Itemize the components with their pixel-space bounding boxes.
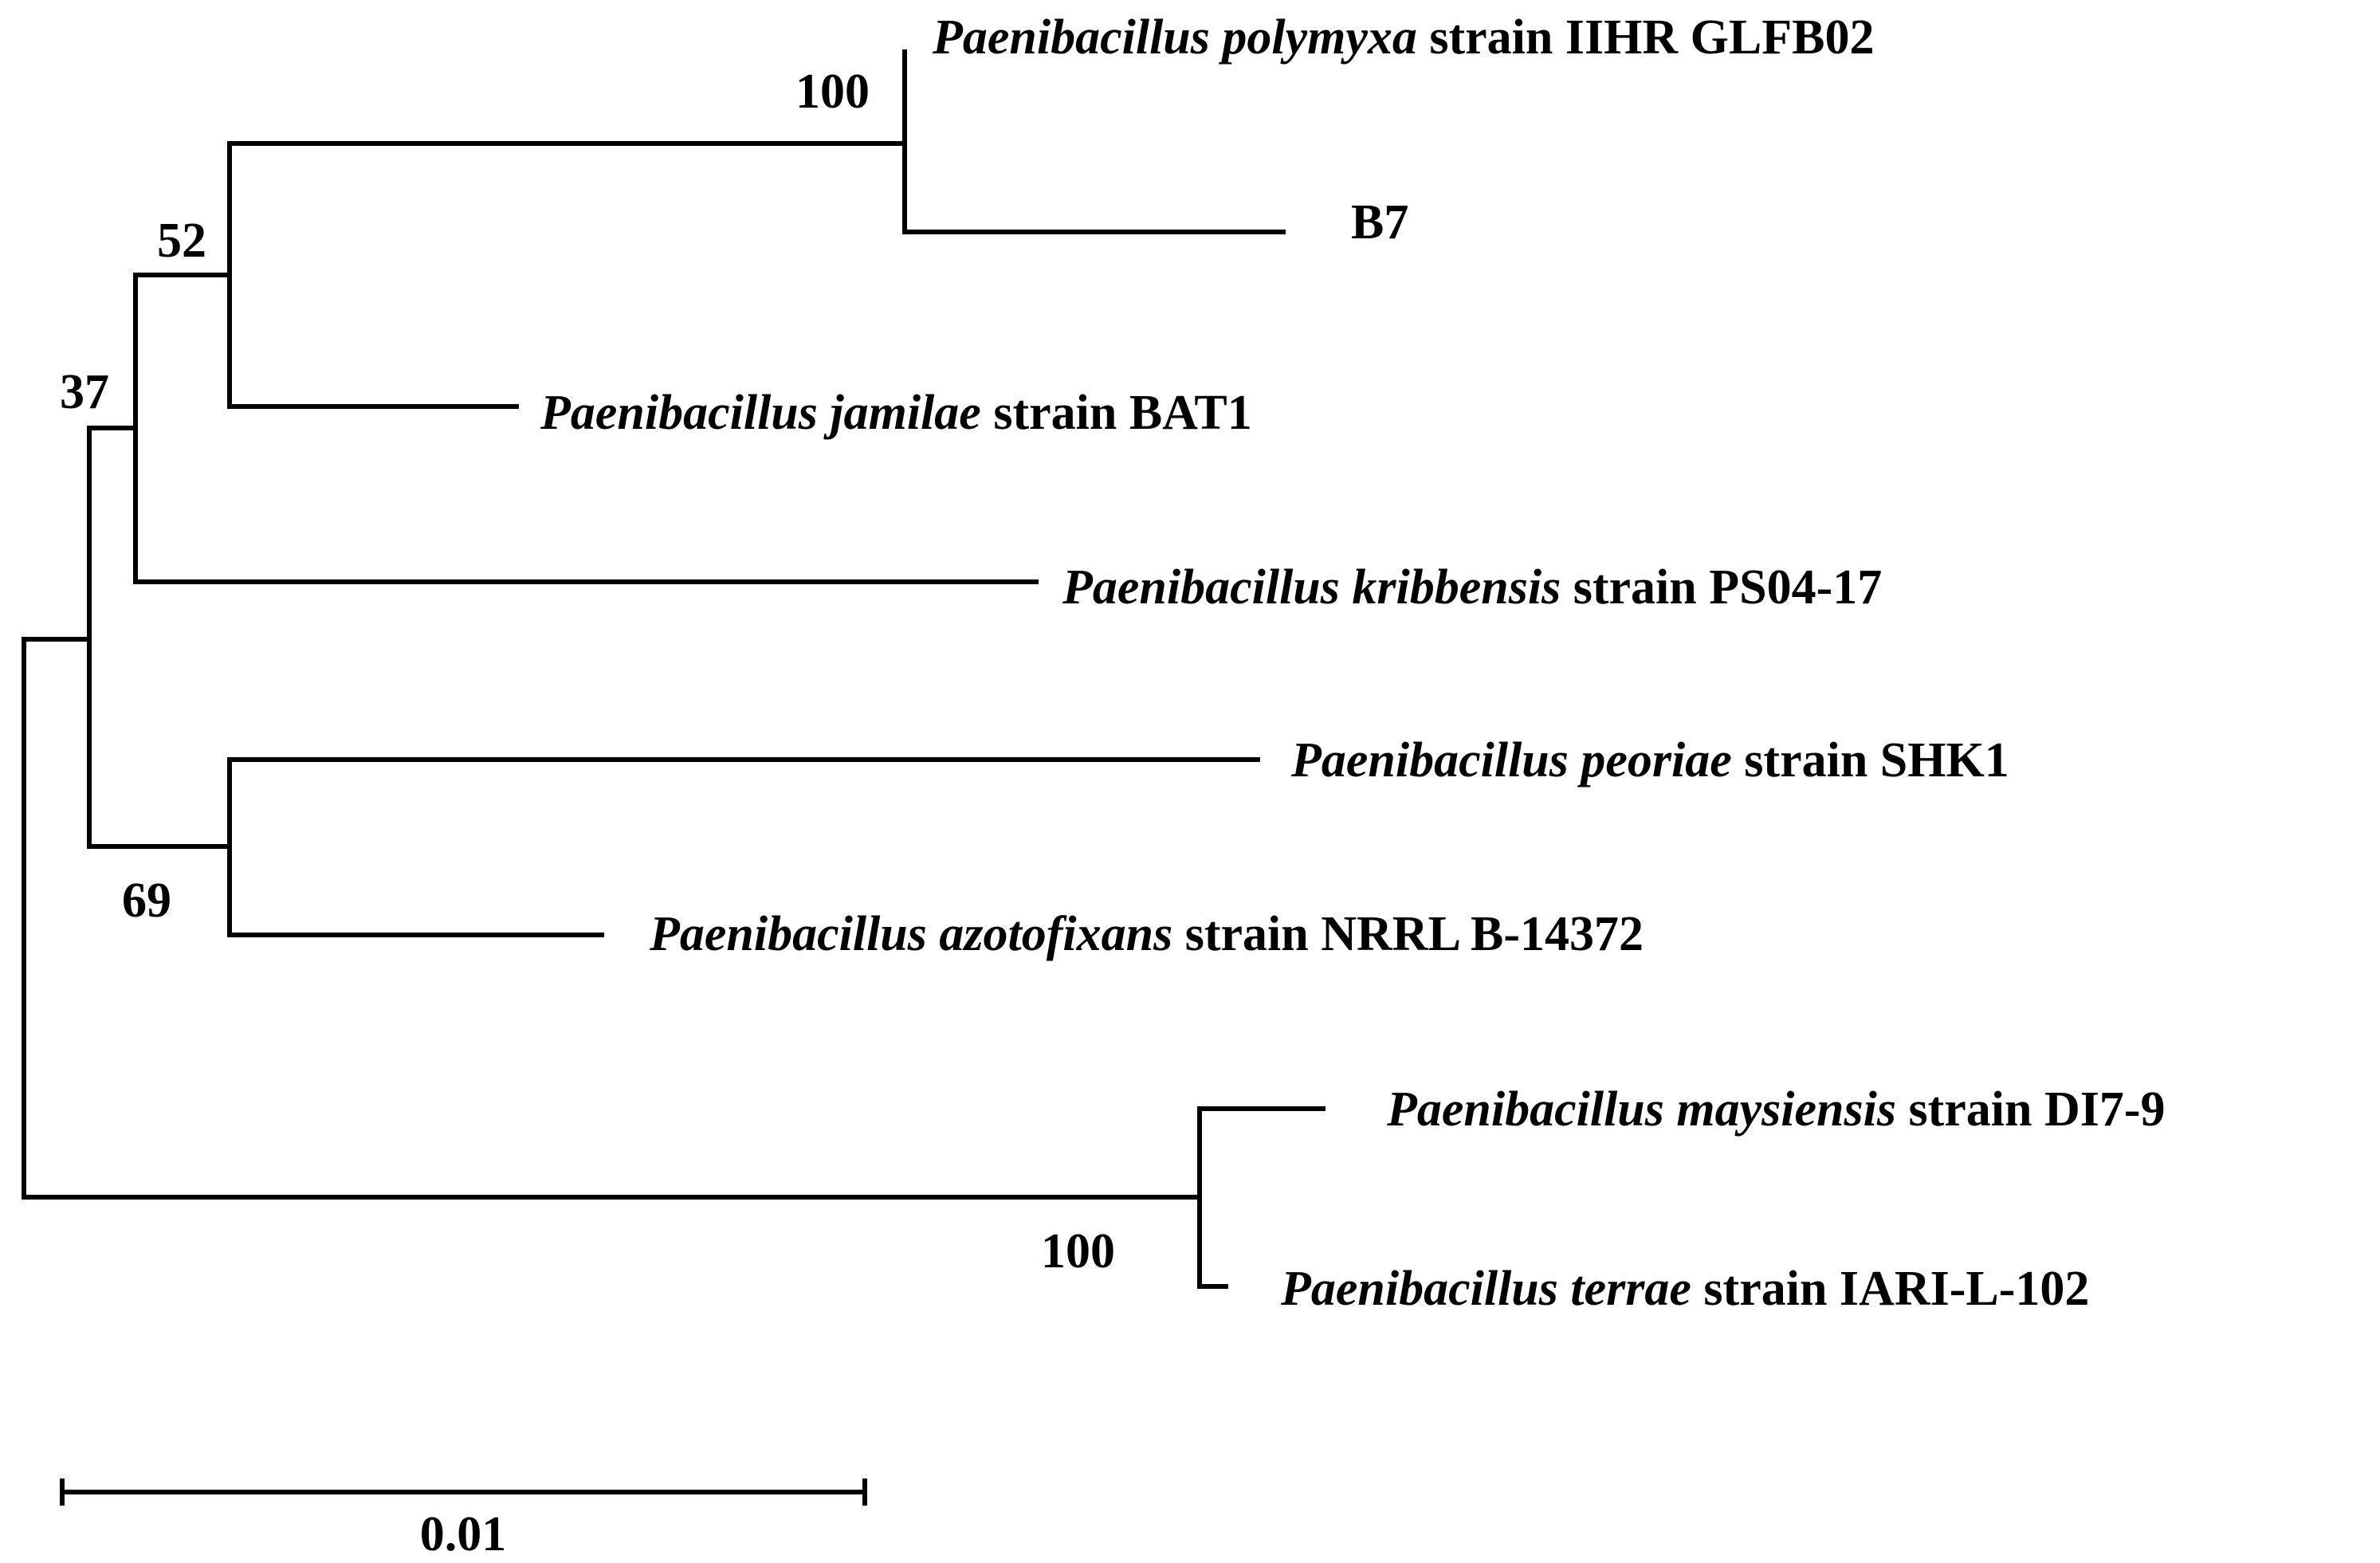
- bootstrap-label: 52: [157, 214, 206, 268]
- taxon-label: Paenibacillus peoriae strain SHK1: [1291, 733, 2009, 787]
- taxon-label: B7: [1351, 195, 1409, 249]
- node-100-bottom-branch: [1200, 1109, 1323, 1286]
- bootstrap-label: 100: [795, 65, 870, 119]
- node-jamilae-branch: [230, 143, 905, 406]
- taxon-label: Paenibacillus azotofixans strain NRRL B-14372: [650, 907, 1644, 961]
- taxon-label: Paenibacillus polymyxa strain IIHR GLFB02: [933, 10, 1875, 65]
- bootstrap-label: 37: [60, 365, 109, 419]
- scale-bar: [62, 1481, 865, 1503]
- bootstrap-label: 100: [1041, 1224, 1115, 1278]
- taxon-label: Paenibacillus jamilae strain BAT1: [540, 386, 1252, 440]
- bootstrap-label: 69: [122, 874, 171, 928]
- node-37-branch: [89, 428, 230, 846]
- taxon-label: Paenibacillus kribbensis strain PS04-17: [1062, 560, 1883, 615]
- taxon-label: Paenibacillus maysiensis strain DI7-9: [1387, 1082, 2166, 1137]
- scale-bar-label: 0.01: [419, 1507, 507, 1561]
- node-100-top-branch: [905, 52, 1283, 232]
- taxon-label: Paenibacillus terrae strain IARI-L-102: [1281, 1262, 2090, 1316]
